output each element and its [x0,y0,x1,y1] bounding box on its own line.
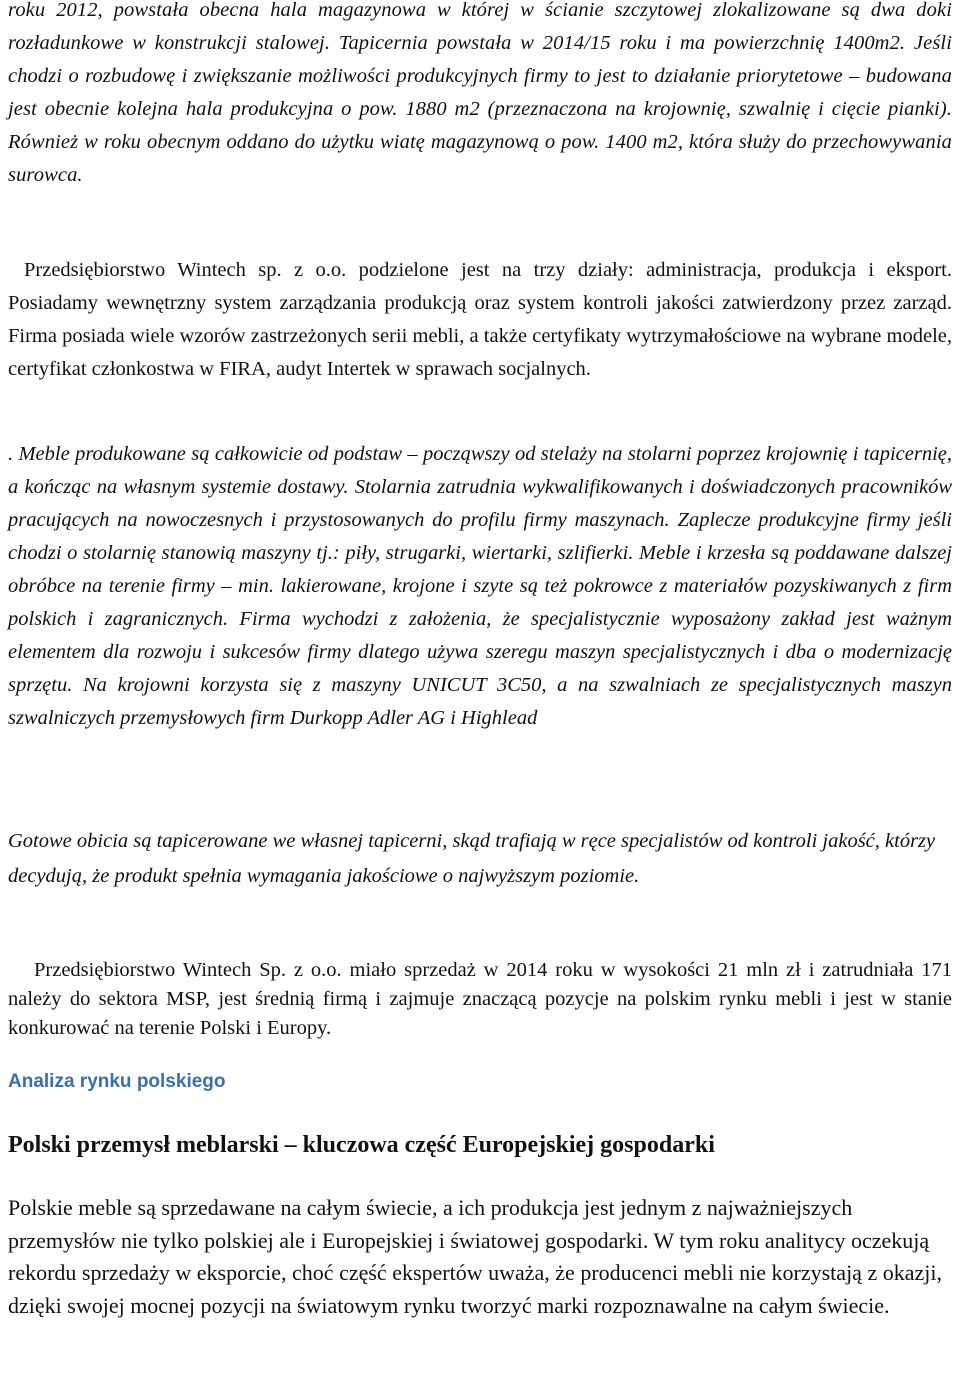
sales-paragraph-text: Przedsiębiorstwo Wintech Sp. z o.o. miało sprzedaż w 2014 roku w wysokości 21 mln zł i zatrudniała 171 należy do sektora MSP, jest średnią firmą i zajmuje znaczącą pozycje na polskim rynku mebli i jest w stanie konkurować na terenie Polski i Europy. [8,959,952,1039]
section-heading: Analiza rynku polskiego [8,1071,226,1092]
market-paragraph: Polskie meble są sprzedawane na całym świecie, a ich produkcja jest jednym z najważniejszych przemysłów nie tylko polskiej ale i Europejskiej i światowej gospodarki. W tym roku analitycy oczekują rekordu sprzedaży w eksporcie, choć część ekspertów uważa, że producenci mebli nie korzystają z okazji, dzięki swojej mocnej pozycji na światowym rynku tworzyć marki rozpoznawalne na całym świecie. [8,1195,942,1318]
upholstery-paragraph: Gotowe obicia są tapicerowane we własnej tapicerni, skąd trafiają w ręce specjalistów od kontroli jakość, którzy decydują, że produkt spełnia wymagania jakościowe o najwyższym poziomie. [8,830,936,887]
sales-paragraph [8,956,952,1043]
main-heading: Polski przemysł meblarski – kluczowa część Europejskiej gospodarki [8,1132,715,1158]
intro-paragraph: roku 2012, powstała obecna hala magazynowa w której w ścianie szczytowej zlokalizowane są dwa doki rozładunkowe w konstrukcji stalowej. Tapicernia powstała w 2014/15 roku i ma powierzchnię 1400m2. Jeśli chodzi o rozbudowę i zwiększanie możliwości produkcyjnych firmy to jest to działanie priorytetowe – budowana jest obecnie kolejna hala produkcyjna o pow. 1880 m2 (przeznaczona na krojownię, szwalnię i cięcie pianki). Również w roku obecnym oddano do użytku wiatę magazynową o pow. 1400 m2, która służy do przechowywania surowca. [8,0,952,186]
production-paragraph: . Meble produkowane są całkowicie od podstaw – począwszy od stelaży na stolarni poprzez krojownię i tapicernię, a kończąc na własnym systemie dostawy. Stolarnia zatrudnia wykwalifikowanych i doświadczonych pracowników pracujących na nowoczesnych i przystosowanych do profilu firmy maszynach. Zaplecze produkcyjne firmy jeśli chodzi o stolarnię stanowią maszyny tj.: piły, strugarki, wiertarki, szlifierki. Meble i krzesła są poddawane dalszej obróbce na terenie firmy – min. lakierowane, krojone i szyte są też pokrowce z materiałów pozyskiwanych z firm polskich i zagranicznych. Firma wychodzi z założenia, że specjalistycznie wyposażony zakład jest ważnym elementem dla rozwoju i sukcesów firmy dlatego używa szeregu maszyn specjalistycznych i dba o modernizację sprzętu. Na krojowni korzysta się z maszyny UNICUT 3C50, a na szwalniach ze specjalistycznych maszyn szwalniczych przemysłowych firm Durkopp Adler AG i Highlead [8,443,952,729]
company-paragraph-text: Przedsiębiorstwo Wintech sp. z o.o. podzielone jest na trzy działy: administracja, produkcja i eksport. Posiadamy wewnętrzny system zarządzania produkcją oraz system kontroli jakości zatwierdzony przez zarząd. Firma posiada wiele wzorów zastrzeżonych serii mebli, a także certyfikaty wytrzymałościowe na wybrane modele, certyfikat członkostwa w FIRA, audyt Intertek w sprawach socjalnych. [8,259,952,380]
company-paragraph [8,254,952,386]
